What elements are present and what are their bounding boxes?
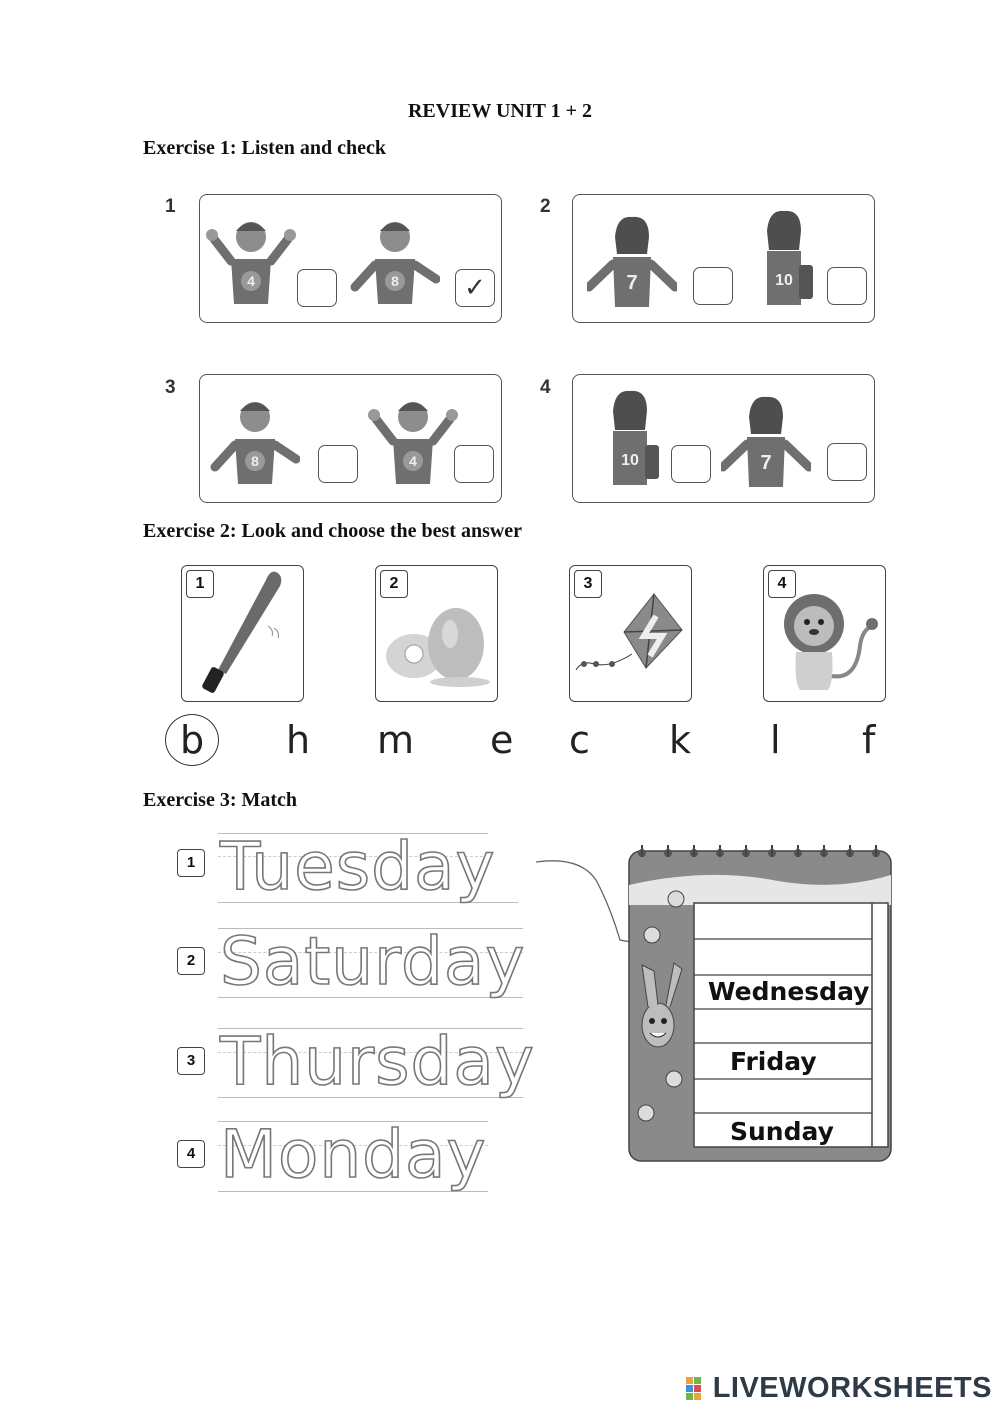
letter-option[interactable]: e bbox=[490, 718, 514, 762]
exercise1-panel-2 bbox=[572, 194, 875, 323]
check-box[interactable] bbox=[671, 445, 711, 483]
girl-arms-out-icon bbox=[587, 209, 677, 319]
check-box[interactable] bbox=[693, 267, 733, 305]
exercise1-panel-3 bbox=[199, 374, 502, 503]
jersey-number: 4 bbox=[409, 453, 417, 469]
letter-option[interactable]: c bbox=[569, 718, 590, 762]
picture-card-2 bbox=[375, 565, 498, 702]
jersey-number: 10 bbox=[775, 272, 793, 289]
trace-word[interactable]: Thursday bbox=[220, 1023, 535, 1100]
trace-word[interactable]: Tuesday bbox=[220, 828, 496, 905]
letter-option[interactable]: m bbox=[377, 718, 415, 762]
check-box[interactable] bbox=[318, 445, 358, 483]
jersey-number: 7 bbox=[760, 452, 772, 474]
boy-cheering-icon bbox=[206, 209, 296, 319]
girl-arms-out-icon bbox=[721, 389, 811, 499]
check-box[interactable] bbox=[827, 443, 867, 481]
word-number: 4 bbox=[177, 1140, 205, 1168]
calendar-day: Wednesday bbox=[708, 977, 870, 1006]
lion-icon bbox=[766, 586, 884, 698]
boy-cheering-icon bbox=[368, 389, 458, 499]
calendar-day: Friday bbox=[730, 1047, 817, 1076]
exercise1-item-number: 1 bbox=[165, 196, 176, 217]
letter-option[interactable]: h bbox=[286, 718, 311, 762]
check-box[interactable] bbox=[297, 269, 337, 307]
exercise3-heading: Exercise 3: Match bbox=[143, 789, 298, 811]
card-number: 4 bbox=[768, 570, 796, 598]
jersey-number: 8 bbox=[391, 273, 399, 289]
trace-word[interactable]: Saturday bbox=[220, 923, 526, 1000]
jersey-number: 10 bbox=[621, 452, 639, 469]
logo-text: LIVEWORKSHEETS bbox=[712, 1372, 992, 1404]
eggs-icon bbox=[380, 586, 492, 696]
check-box[interactable]: ✓ bbox=[455, 269, 495, 307]
page-title: REVIEW UNIT 1 + 2 bbox=[407, 100, 593, 122]
boy-running-icon bbox=[210, 389, 300, 499]
picture-card-1 bbox=[181, 565, 304, 702]
girl-with-bag-icon bbox=[585, 385, 675, 495]
exercise1-item-number: 4 bbox=[540, 377, 551, 398]
word-number: 2 bbox=[177, 947, 205, 975]
card-number: 2 bbox=[380, 570, 408, 598]
exercise1-panel-1 bbox=[199, 194, 502, 323]
word-number: 1 bbox=[177, 849, 205, 877]
jersey-number: 4 bbox=[247, 273, 255, 289]
letter-option[interactable]: l bbox=[770, 718, 781, 762]
trace-word[interactable]: Monday bbox=[220, 1116, 487, 1193]
baseball-bat-icon bbox=[192, 566, 292, 698]
boy-running-icon bbox=[350, 209, 440, 319]
letter-option[interactable]: k bbox=[669, 718, 692, 762]
picture-card-3 bbox=[569, 565, 692, 702]
logo-mark-icon bbox=[686, 1377, 710, 1401]
calendar bbox=[628, 845, 892, 1163]
check-box[interactable] bbox=[454, 445, 494, 483]
exercise1-item-number: 3 bbox=[165, 377, 176, 398]
jersey-number: 8 bbox=[251, 453, 259, 469]
card-number: 3 bbox=[574, 570, 602, 598]
card-number: 1 bbox=[186, 570, 214, 598]
liveworksheets-logo bbox=[686, 1372, 992, 1405]
kite-icon bbox=[570, 580, 691, 698]
exercise1-item-number: 2 bbox=[540, 196, 551, 217]
check-box[interactable] bbox=[827, 267, 867, 305]
word-number: 3 bbox=[177, 1047, 205, 1075]
jersey-number: 7 bbox=[626, 272, 638, 294]
letter-option[interactable]: f bbox=[862, 718, 876, 762]
letter-option[interactable]: b bbox=[180, 718, 205, 762]
picture-card-4 bbox=[763, 565, 886, 702]
exercise2-heading: Exercise 2: Look and choose the best answer bbox=[143, 520, 523, 542]
exercise1-panel-4 bbox=[572, 374, 875, 503]
exercise1-heading: Exercise 1: Listen and check bbox=[143, 137, 386, 159]
calendar-day: Sunday bbox=[730, 1117, 834, 1146]
girl-with-bag-icon bbox=[739, 205, 829, 315]
